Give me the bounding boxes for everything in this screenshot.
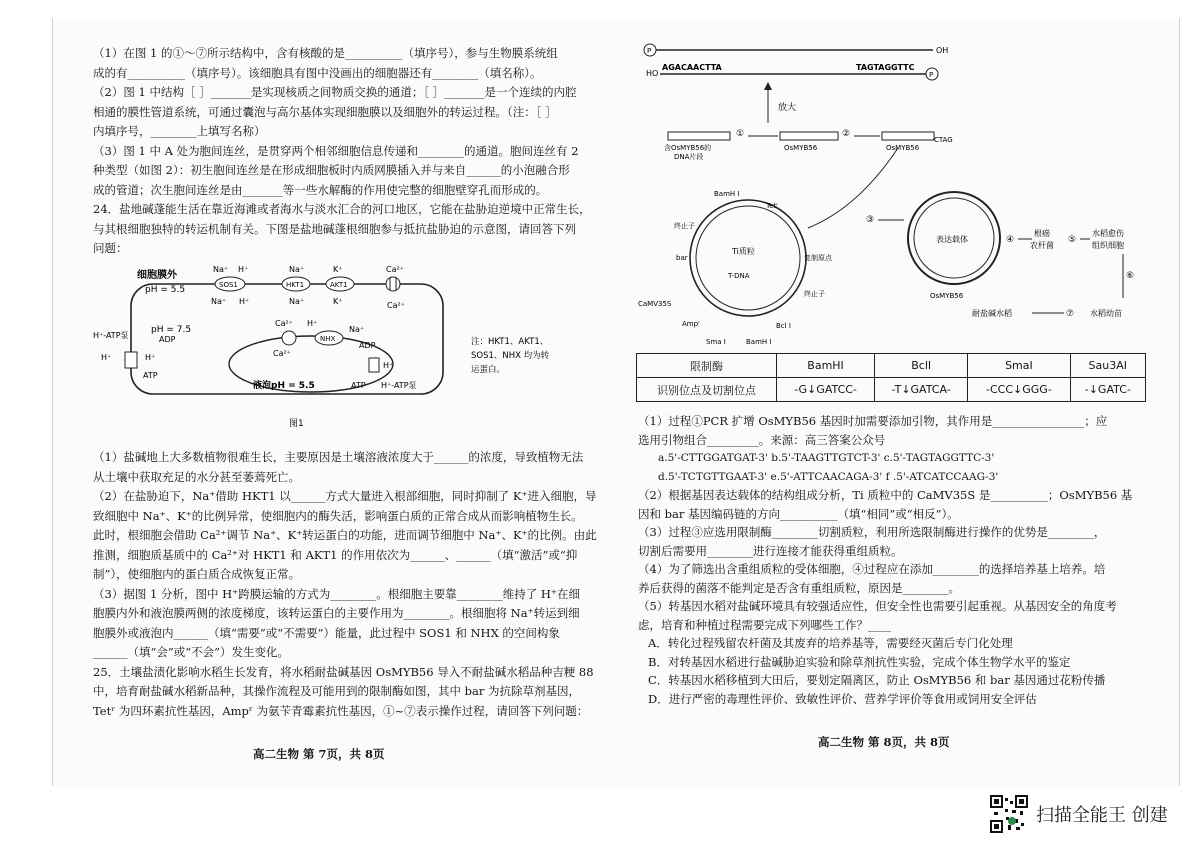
k-ion: K⁺	[333, 265, 343, 274]
agro-label: 农杆菌	[1030, 241, 1054, 250]
text-line: a.5'-CTTGGATGAT-3' b.5'-TAAGTTGTCT-3' c.5'-TAGTAGGTTC-3'	[658, 452, 995, 464]
ca-ion: Ca²⁺	[387, 301, 405, 310]
tet-label: Tetʳ	[766, 202, 778, 210]
text-line: 成的有__________（填序号）。该细胞具有图中没画出的细胞器还有________（填名称）。	[93, 65, 542, 80]
p-label: P	[647, 47, 652, 55]
text-line: 制”），使细胞内的蛋白质合成恢复正常。	[93, 567, 301, 581]
h-ion: H⁺	[101, 353, 112, 362]
na-ion: Na⁺	[213, 265, 229, 274]
text-line: D．进行严密的毒理性评价、致敏性评价、营养学评价等食用或饲用安全评估	[648, 691, 1037, 706]
text-line: 从土壤中获取充足的水分甚至萎蔫死亡。	[93, 469, 300, 484]
figure-note: 运蛋白。	[471, 365, 506, 375]
table-cell: -↓GATC-	[1070, 378, 1145, 402]
text-line: 25．土壤盐渍化影响水稻生长发育，将水稻耐盐碱基因 OsMYB56 导入不耐盐碱水稻品种吉粳 88	[93, 664, 594, 679]
ca-ion: Ca²⁺	[273, 349, 291, 358]
text-line: 选用引物组合_________。来源：高三答案公众号	[638, 432, 886, 447]
h-ion: H⁺	[307, 319, 318, 328]
agro-label: 根癌	[1034, 229, 1050, 238]
table-cell: BamHI	[777, 354, 875, 378]
text-line: （1）在图 1 的①～⑦所示结构中，含有核酸的是__________（填序号），参与生物膜系统组	[93, 46, 558, 60]
table-cell: Sau3AI	[1070, 354, 1145, 378]
ctag-label: CTAG	[934, 136, 953, 144]
table-cell: -CCC↓GGG-	[968, 378, 1070, 402]
right-text-block	[638, 412, 1132, 708]
step-1: ①	[736, 129, 745, 139]
text-line: 虑，培育和种植过程需要完成下列哪些工作？____	[638, 617, 891, 632]
text-line: 此时，根细胞会借助 Ca²⁺调节 Na⁺、K⁺转运蛋白的功能，进而调节细胞中 Na⁺、K⁺的比例。由此	[93, 528, 597, 542]
atp-label: ATP	[351, 381, 366, 390]
scanner-watermark	[990, 794, 1168, 834]
text-line: 与其根细胞独特的转运机制有关。下图是盐地碱蓬根细胞参与抵抗盐胁迫的示意图，请回答下列	[93, 221, 576, 236]
left-text-block-2	[93, 448, 597, 721]
step-4: ④	[1006, 235, 1015, 245]
page-8	[618, 18, 1158, 786]
smai-label: Sma Ⅰ	[706, 338, 726, 346]
vector-gene-label: OsMYB56	[930, 292, 964, 300]
text-line: 中，培育耐盐碱水稻新品种，其操作流程及可能用到的限制酶如图，其中 bar 为抗除草剂基因，	[93, 684, 581, 698]
text-line: Tetʳ 为四环素抗性基因，Ampʳ 为氨苄青霉素抗性基因，①~⑦表示操作过程，请回答下列问题：	[93, 703, 589, 718]
step-3: ③	[866, 215, 875, 225]
text-line: （3）图 1 中 A 处为胞间连丝，是贯穿两个相邻细胞信息传递和________的通道。胞间连丝有 2	[93, 143, 579, 158]
outside-ph: pH = 5.5	[145, 285, 186, 295]
step-6: ⑥	[1126, 271, 1135, 281]
h-ion: H⁺	[238, 265, 249, 274]
text-line: （1）盐碱地上大多数植物很难生长，主要原因是土壤溶液浓度大于______的浓度，导致植物无法	[93, 450, 584, 464]
text-line: 成的管道；次生胞间连丝是由_______等一些水解酶的作用使完整的细胞壁穿孔而形成的。	[93, 182, 548, 197]
adp-label: ADP	[159, 335, 176, 344]
terminator-label: 终止子	[674, 222, 695, 230]
amplify-label: 放大	[778, 103, 797, 113]
ori-label: 复制原点	[804, 254, 832, 262]
left-text-block-1	[93, 44, 591, 259]
terminator-label: 终止子	[804, 290, 825, 298]
sos1-label: SOS1	[219, 281, 238, 289]
page-footer-right: 高二生物 第 8页，共 8页	[818, 735, 950, 749]
page-footer-left: 高二生物 第 7页，共 8页	[253, 747, 385, 761]
text-line: 切割后需要用________进行连接才能获得重组质粒。	[638, 543, 903, 558]
table-header: 限制酶	[637, 354, 777, 378]
table-row	[637, 354, 1146, 378]
dna-label: 含OsMYB56的	[664, 144, 712, 152]
seq-left: AGACAACTTA	[662, 63, 722, 72]
vacuole-pump-label: H⁺-ATP泵	[381, 381, 417, 390]
h-ion: H⁺	[145, 353, 156, 362]
ca-ion: Ca²⁺	[275, 319, 293, 328]
membrane-pump-label: H⁺-ATP泵	[93, 331, 129, 340]
tdna-label: T-DNA	[728, 272, 750, 280]
text-line: （1）过程①PCR 扩增 OsMYB56 基因时加需要添加引物，其作用是________________；应	[638, 414, 1108, 428]
text-line: 问题：	[93, 241, 128, 255]
page-7	[53, 18, 597, 786]
bamhi-label: BamH Ⅰ	[746, 338, 772, 346]
text-line: （3）过程③应选用限制酶________切割质粒，利用所选限制酶进行操作的优势是________，	[638, 525, 1106, 539]
vacuole-ph: 液泡pH = 5.5	[253, 381, 315, 391]
text-line: 内填序号，________上填写名称）	[93, 124, 266, 138]
callus-label: 水稻愈伤	[1092, 229, 1124, 238]
text-line: A．转化过程残留农杆菌及其废弃的培养基等，需要经灭菌后专门化处理	[648, 636, 1013, 650]
na-ion: Na⁺	[349, 325, 365, 334]
restriction-enzyme-table	[636, 353, 1146, 402]
seq-right: TAGTAGGTTC	[856, 63, 915, 72]
text-line: 种类型（如图 2）：初生胞间连丝是在形成细胞板时内质网膜插入并与来自______的小泡融合形	[93, 163, 570, 177]
amp-label: Ampʳ	[682, 320, 700, 328]
text-line: （5）转基因水稻对盐碱环境具有较强适应性，但安全性也需要引起重视。从基因安全的角度考	[638, 599, 1117, 613]
text-line: 因和 bar 基因编码链的方向__________（填“相同”或“相反”）。	[638, 506, 959, 521]
text-line: 致细胞中 Na⁺、K⁺的比例异常，使细胞内的酶失活，影响蛋白质的正常合成从而影响植物生长。	[93, 508, 583, 523]
bamhi-label: BamH Ⅰ	[714, 190, 740, 198]
table-cell: -G↓GATCC-	[777, 378, 875, 402]
vector-label: 表达载体	[936, 235, 968, 244]
plasmid-label: Ti质粒	[732, 247, 755, 256]
text-line: ______（填“会”或“不会”）发生变化。	[93, 645, 290, 659]
bcli-label: Bcl Ⅰ	[776, 322, 791, 330]
scanned-sheet	[52, 18, 1180, 786]
bar-label: bar	[676, 254, 688, 262]
figure-note: 注：HKT1、AKT1、	[471, 337, 549, 347]
oh-label: OH	[936, 46, 949, 55]
callus-label: 组织细胞	[1092, 241, 1124, 250]
step-5: ⑤	[1068, 235, 1077, 245]
salt-stress-diagram	[93, 260, 573, 430]
text-line: 养后获得的菌落不能判定是否含有重组质粒，原因是________。	[638, 580, 960, 595]
text-line: d.5'-TCTGTTGAAT-3' e.5'-ATTCAACAGA-3' f .5'-ATCATCCAAG-3'	[658, 470, 999, 483]
camv-label: CaMV35S	[638, 300, 672, 308]
qr-code-icon	[990, 795, 1028, 833]
figure-note: SOS1、NHX 均为转	[471, 351, 550, 361]
dna-label: DNA片段	[674, 153, 704, 161]
text-line: 24．盐地碱蓬能生活在靠近海滩或者海水与淡水汇合的河口地区，它能在盐胁迫逆境中正常生长，	[93, 202, 591, 216]
na-ion: Na⁺	[211, 297, 227, 306]
h-ion: H⁺	[239, 297, 250, 306]
watermark-text: 扫描全能王 创建	[1036, 805, 1168, 826]
gene-label: OsMYB56	[886, 144, 920, 152]
step-2: ②	[842, 129, 851, 139]
p-label: P	[929, 71, 934, 79]
text-line: 推测，细胞质基质中的 Ca²⁺对 HKT1 和 AKT1 的作用依次为______、______（填“激活”或“抑	[93, 547, 578, 562]
seedling-label: 水稻幼苗	[1090, 309, 1122, 318]
hkt1-label: HKT1	[286, 281, 305, 289]
adp-label: ADP	[359, 341, 376, 350]
text-line: 胞膜内外和液泡膜两侧的浓度梯度，该转运蛋白的主要作用为________。根细胞将 Na⁺转运到细	[93, 606, 580, 620]
text-line: （2）图 1 中结构［ ］_______是实现核质之间物质交换的通道；［ ］_______是一个连续的内腔	[93, 85, 577, 99]
gene-label: OsMYB56	[784, 144, 818, 152]
rice-label: 耐盐碱水稻	[972, 309, 1012, 318]
nhx-label: NHX	[320, 335, 336, 343]
gene-engineering-diagram	[628, 28, 1148, 346]
text-line: B．对转基因水稻进行盐碱胁迫实验和除草剂抗性实验，完成个体生物学水平的鉴定	[648, 654, 1071, 669]
figure-caption: 图1	[289, 419, 304, 429]
ca-ion: Ca²⁺	[386, 265, 404, 274]
text-line: 胞膜外或液泡内______（填“需要”或“不需要”）能量，此过程中 SOS1 和 NHX 的空间构象	[93, 625, 560, 640]
inside-ph: pH = 7.5	[151, 325, 192, 335]
text-line: （3）据图 1 分析，图中 H⁺跨膜运输的方式为________。根细胞主要靠________维持了 H⁺在细	[93, 586, 580, 601]
text-line: （4）为了筛选出含重组质粒的受体细胞，④过程应在添加________的选择培养基上培养。培	[638, 562, 1106, 576]
k-ion: K⁺	[333, 297, 343, 306]
table-cell: -T↓GATCA-	[875, 378, 968, 402]
step-7: ⑦	[1066, 309, 1075, 319]
na-ion: Na⁺	[289, 297, 305, 306]
atp-label: ATP	[143, 371, 158, 380]
text-line: 相通的膜性管道系统，可通过囊泡与高尔基体实现细胞膜以及细胞外的转运过程。（注：［ ］	[93, 104, 557, 119]
table-cell: BclI	[875, 354, 968, 378]
akt1-label: AKT1	[330, 281, 348, 289]
table-row	[637, 378, 1146, 402]
text-line: C．转基因水稻移植到大田后，要划定隔离区，防止 OsMYB56 和 bar 基因通过花粉传播	[648, 673, 1106, 687]
h-ion: H⁺	[383, 361, 394, 370]
ho-label: HO	[646, 69, 659, 78]
table-header: 识别位点及切割位点	[637, 378, 777, 402]
text-line: （2）根据基因表达载体的结构组成分析，Ti 质粒中的 CaMV35S 是__________；OsMYB56 基	[638, 488, 1133, 502]
table-cell: SmaI	[968, 354, 1070, 378]
na-ion: Na⁺	[289, 265, 305, 274]
text-line: （2）在盐胁迫下，Na⁺借助 HKT1 以______方式大量进入根部细胞，同时抑制了 K⁺进入细胞，导	[93, 489, 597, 503]
outside-label: 细胞膜外	[137, 270, 177, 281]
